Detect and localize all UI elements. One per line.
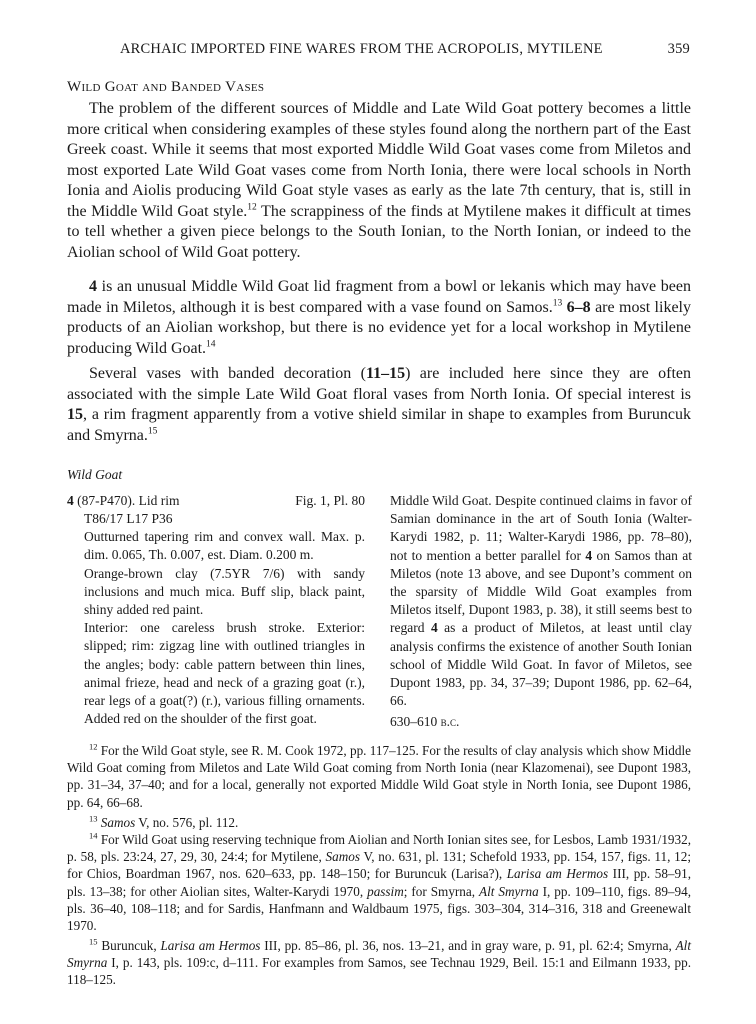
- paragraph-3: [67, 364, 691, 446]
- header-title: ARCHAIC IMPORTED FINE WARES FROM THE ACROPOLIS, MYTILENE: [120, 41, 603, 57]
- footnote-ref-13[interactable]: 13: [552, 298, 563, 309]
- page-number: 359: [667, 41, 690, 57]
- catalogue-ref: 15: [67, 406, 83, 423]
- paragraph-3-text-a: Several vases with banded decoration (: [89, 365, 366, 382]
- catalogue-subheading: Wild Goat: [67, 467, 123, 482]
- footnote-title: Alt Smyrna: [67, 938, 692, 971]
- paragraph-2-text-a: is an unusual Middle Wild Goat lid fragment from a bowl or lekanis which may have been made in Miletos, although it is best compared with a vase found on Samos.: [67, 278, 691, 316]
- footnote-text: ; for Smyrna,: [403, 883, 480, 899]
- entry-discussion: [390, 492, 692, 710]
- catalogue-entry-left: [67, 492, 365, 728]
- entry-context: T86/17 L17 P36: [84, 511, 173, 526]
- catalogue-ref: 4: [89, 278, 97, 295]
- paragraph-1-text: The problem of the different sources of Middle and Late Wild Goat pottery becomes a little more critical when considering examples of these styles found along the northern part of the East Greek coast. While it seems that most exported Middle Wild Goat vases come from Miletos and most exported Late Wild Goat vases come from North Ionia, there were local schools in North Ionia and Aiolis producing Wild Goat style vases as early as the late 7th century, that is, still in the Middle Wild Goat style.: [67, 100, 691, 220]
- entry-date: [390, 713, 692, 731]
- footnote-text: III, pp. 58–91, pls. 13–38; for other Aiolian sites, Walter-Karydi 1970,: [67, 866, 691, 899]
- footnote-title: Samos: [97, 815, 136, 830]
- footnote-text: III, pp. 85–86, pl. 36, nos. 13–21, and in gray ware, p. 91, pl. 62:4; Smyrna,: [260, 938, 676, 953]
- footnote-14: [67, 831, 691, 934]
- footnote-title: Alt Smyrna: [479, 883, 539, 899]
- footnote-text: V, no. 631, pl. 131; Schefold 1933, pp. 154, 157, figs. 11, 12; for Chios, Boardman 1967, nos. 620–633, pp. 148–150; for Buruncuk (Larisa?),: [67, 849, 691, 882]
- catalogue-ref-range: 11–15: [365, 365, 406, 382]
- entry-number: 4: [67, 493, 74, 508]
- footnote-text: Buruncuk,: [97, 938, 161, 953]
- footnote-title: Larisa am Hermos: [160, 938, 261, 953]
- catalogue-entry-right: [390, 492, 692, 732]
- discussion-text-b: on Samos than at Miletos (note 13 above, and see Dupont’s comment on the sparsity of Middle Wild Goat examples from Miletos itself, Dupont 1983, p. 38), it still seems best to regard: [390, 547, 693, 636]
- discussion-text-a: Middle Wild Goat. Despite continued claims in favor of Samian dominance in the art of South Ionia (Walter-Karydi 1982, p. 11; Walter-Karydi 1986, pp. 78–80), not to mention a better parallel for: [390, 493, 692, 563]
- footnote-ref-14[interactable]: 14: [206, 339, 216, 350]
- entry-description-fabric: Orange-brown clay (7.5YR 7/6) with sandy inclusions and much mica. Buff slip, black paint, shiny added red paint.: [84, 565, 365, 618]
- paragraph-2: [67, 277, 691, 359]
- footnote-title: passim: [367, 883, 404, 899]
- footnote-text: For Wild Goat using reserving technique from Aiolian and North Ionian sites see, for Lesbos, Lamb 1931/1932, p. 58, pls. 23:24, 27, 29, 30, 24:4; for Mytilene,: [67, 832, 691, 865]
- footnote-marker: 13: [89, 813, 98, 824]
- catalogue-ref: 4: [585, 547, 593, 563]
- footnote-text: For the Wild Goat style, see R. M. Cook 1972, pp. 117–125. For the results of clay analysis which show Middle Wild Goat coming from Miletos and Late Wild Goat coming from North Ionia (near Klazomenai), see Dupont 1983, pp. 31–34, 37–40; and for a local, generally not exported Middle Wild Goat style in North Ionia, see Dupont 1986, pp. 64, 66–68.: [67, 743, 691, 810]
- footnote-title: Larisa am Hermos: [506, 866, 609, 882]
- entry-description-dimensions: Outturned tapering rim and convex wall. Max. p. dim. 0.065, Th. 0.007, est. Diam. 0.200 m.: [84, 529, 365, 563]
- footnote-title: Samos: [325, 849, 360, 865]
- footnote-12: [67, 742, 691, 811]
- footnote-13: [67, 814, 691, 831]
- discussion-text-c: as a product of Miletos, at least until clay analysis confirms the existence of another South Ionian school of Middle Wild Goat. In favor of Miletos, see Dupont 1983, pp. 34, 37–39; Dupont 1986, pp. 62–64, 66.: [390, 620, 692, 709]
- footnote-ref-12[interactable]: 12: [247, 202, 257, 213]
- date-era: b.c.: [440, 714, 460, 730]
- catalogue-ref: 4: [430, 620, 438, 636]
- footnote-marker: 14: [89, 830, 98, 841]
- section-heading: Wild Goat and Banded Vases: [67, 79, 265, 95]
- entry-description-decoration: Interior: one careless brush stroke. Exterior: slipped; rim: zigzag line with outlined triangles in the angles; body: cable pattern between thin lines, animal frieze, head and neck of a grazing goat (r.), rear legs of a goat(?) (r.), various filling ornaments. Added red on the shoulder of the first goat.: [84, 620, 365, 727]
- footnote-text: V, no. 576, pl. 112.: [135, 815, 239, 830]
- footnote-marker: 15: [89, 936, 98, 947]
- paragraph-1-end: The scrappiness of the finds at Mytilene makes it difficult at times to tell whether a given piece belongs to the South Ionian, to the North Ionian, or indeed to the Aiolian school of Wild Goat pottery.: [67, 202, 691, 261]
- figure-reference[interactable]: Fig. 1, Pl. 80: [295, 493, 365, 508]
- paragraph-2-text-b: are most likely products of an Aiolian workshop, but there is no evidence yet for a local workshop in Mytilene producing Wild Goat.: [67, 298, 691, 357]
- footnote-text: I, p. 143, pls. 109:c, d–111. For examples from Samos, see Technau 1929, Beil. 15:1 and Eilmann 1933, pp. 118–125.: [67, 955, 691, 988]
- date-range: 630–610: [390, 714, 441, 730]
- footnote-text: I, pp. 109–110, figs. 89–94, pls. 36–40, 108–118; and for Sardis, Hanfmann and Waldbaum 1975, figs. 303–304, 314–316, 318 and Greenewalt 1970.: [67, 883, 691, 934]
- entry-details: [67, 510, 365, 728]
- catalogue-ref-range: 6–8: [566, 298, 591, 316]
- footnote-15: [67, 937, 691, 989]
- footnote-marker: 12: [89, 741, 98, 752]
- paragraph-1: [67, 99, 691, 263]
- footnote-ref-15[interactable]: 15: [147, 426, 158, 437]
- running-header: [120, 41, 690, 58]
- catalogue-entry-title: [67, 492, 365, 510]
- entry-id: (87-P470). Lid rim: [73, 493, 180, 508]
- paragraph-3-text-c: , a rim fragment apparently from a votive shield similar in shape to examples from Buruncuk and Smyrna.: [67, 406, 691, 444]
- paragraph-3-text-b: ) are included here since they are often associated with the simple Late Wild Goat floral vases from North Ionia. Of special interest is: [67, 365, 692, 403]
